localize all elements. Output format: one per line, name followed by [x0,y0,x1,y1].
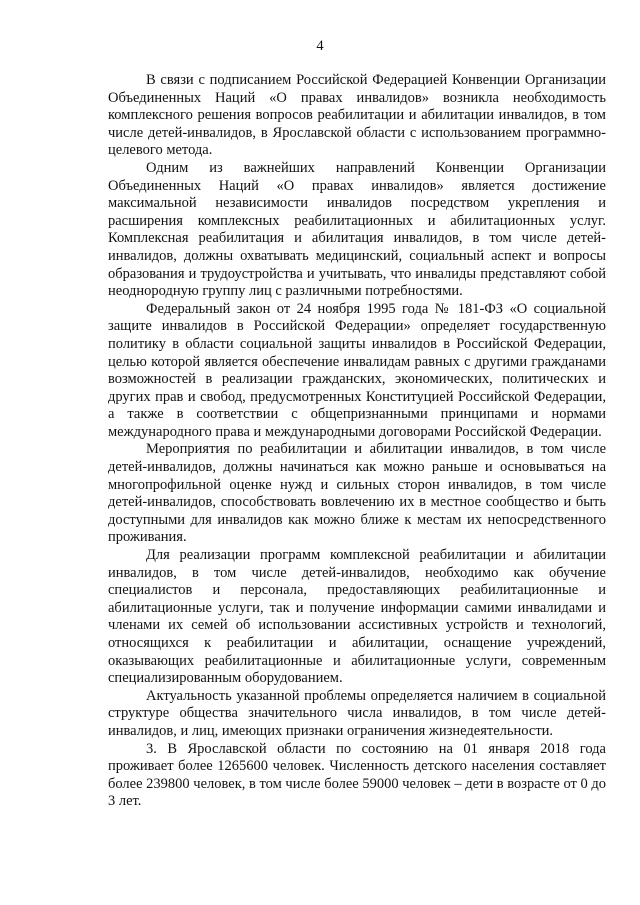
paragraph-convention-signing: В связи с подписанием Российской Федерацией Конвенции Организации Объединенных Наций «О правах инвалидов» возникла необходимость комплексного решения вопросов реабилитации и абилитации инвалидов, в том числе детей-инвалидов, в Ярославской области с использованием программно-целевого метода. [108,72,606,159]
paragraph-program-implementation: Для реализации программ комплексной реабилитации и абилитации инвалидов, в том числе детей-инвалидов, необходимо как обучение специалистов и персонала, предоставляющих реабилитационные и абилитационные услуги, так и получение информации самими инвалидами и членами их семей об использовании ассистивных устройств и технологий, относящихся к реабилитации и абилитации, оснащение учреждений, оказывающих реабилитационные и абилитационные услуги, современным специализированным оборудованием. [108,547,606,687]
paragraph-relevance: Актуальность указанной проблемы определяется наличием в социальной структуре общества значительного числа инвалидов, в том числе детей-инвалидов, и лиц, имеющих признаки ограничения жизнедеятельности. [108,687,606,739]
paragraph-federal-law: Федеральный закон от 24 ноября 1995 года № 181-ФЗ «О социальной защите инвалидов в Российской Федерации» определяет государственную политику в области социальной защиты инвалидов в Российской Федерации, целью которой является обеспечение инвалидам равных с другими гражданами возможностей в реализации гражданских, экономических, политических и других прав и свобод, предусмотренных Конституцией Российской Федерации, а также в соответствии с общепризнанными принципами и нормами международного права и международными договорами Российской Федерации. [108,300,606,440]
paragraph-rehabilitation-measures: Мероприятия по реабилитации и абилитации инвалидов, в том числе детей-инвалидов, должны начинаться как можно раньше и основываться на многопрофильной оценке нужд и сильных сторон инвалидов, в том числе детей-инвалидов, способствовать вовлечению их в местное сообщество и быть доступными для инвалидов как можно ближе к местам их непосредственного проживания. [108,441,606,546]
paragraph-population-stats: 3. В Ярославской области по состоянию на 01 января 2018 года проживает более 1265600 человек. Численность детского населения составляет более 239800 человек, в том числе более 59000 человек – дети в возрасте от 0 до 3 лет. [108,740,606,810]
page-number: 4 [316,38,324,54]
document-body [108,72,606,811]
paragraph-convention-directions: Одним из важнейших направлений Конвенции Организации Объединенных Наций «О правах инвалидов» является достижение максимальной независимости инвалидов посредством укрепления и расширения комплексных реабилитационных и абилитационных услуг. Комплексная реабилитация и абилитация инвалидов, в том числе детей-инвалидов, должны охватывать медицинский, социальный аспект и вопросы образования и трудоустройства и учитывать, что инвалиды представляют собой неоднородную группу лиц с различными потребностями. [108,159,606,300]
